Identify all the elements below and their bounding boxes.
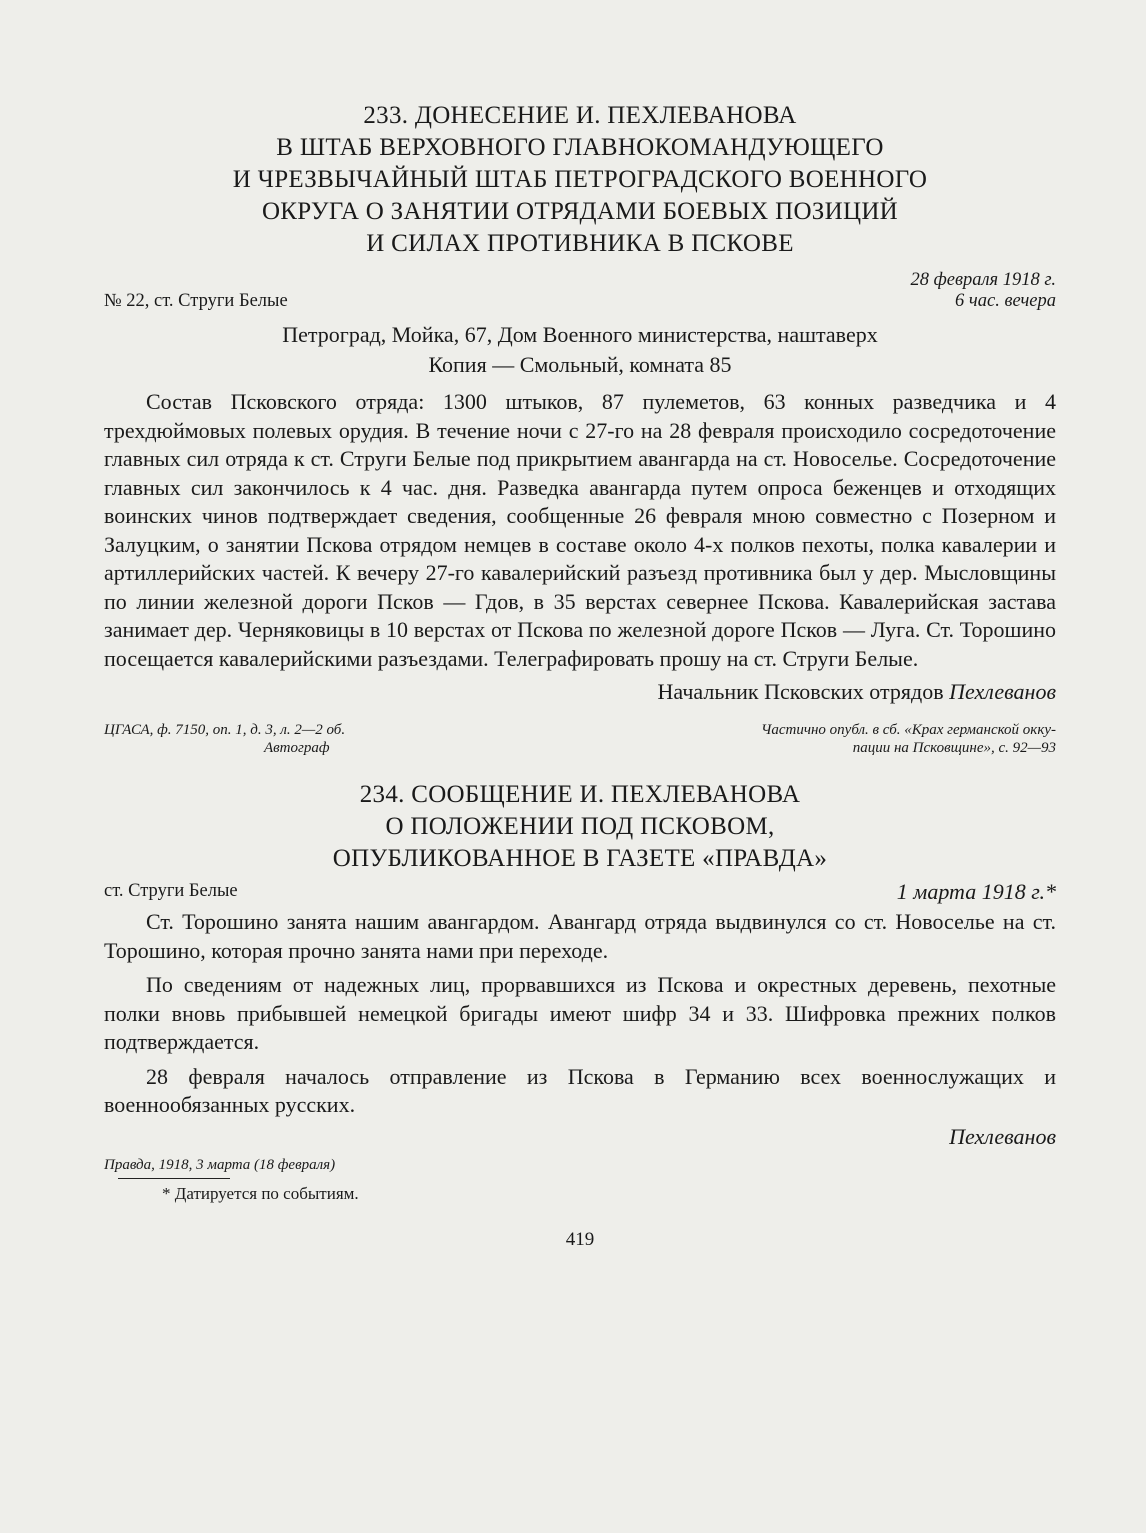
doc-234-place: ст. Струги Белые: [104, 881, 238, 901]
archive-type: Автограф: [264, 740, 330, 756]
title-line: О ПОЛОЖЕНИИ ПОД ПСКОВОМ,: [385, 813, 775, 840]
footnote-divider: [118, 1178, 230, 1179]
doc-233-source: [104, 721, 1056, 757]
doc-234-source: [104, 1156, 1056, 1174]
document-page: [104, 100, 1056, 1251]
footnote: * Датируется по событиям.: [162, 1183, 359, 1203]
signature-name: Пехлеванов: [949, 679, 1056, 704]
archive-reference: [104, 721, 524, 757]
doc-233-address: [104, 320, 1056, 380]
doc-234-date: 1 марта 1918 г.*: [896, 879, 1056, 904]
doc-233-signature: [104, 677, 1056, 707]
doc-233-datetime: [910, 270, 1056, 312]
doc-233-place: № 22, ст. Струги Белые: [104, 291, 288, 311]
doc-233-body: [104, 388, 1056, 673]
title-line: И ЧРЕЗВЫЧАЙНЫЙ ШТАБ ПЕТРОГРАДСКОГО ВОЕННОГО: [232, 166, 928, 193]
publication-reference: Правда, 1918, 3 марта (18 февраля): [104, 1156, 336, 1173]
page-number: 419: [565, 1228, 595, 1250]
address-line: Копия — Смольный, комната 85: [428, 352, 732, 377]
publication-line: Частично опубл. в сб. «Крах германской окку-: [761, 722, 1056, 738]
publication-line: пации на Псковщине», с. 92—93: [852, 740, 1056, 756]
doc-233-meta: [104, 270, 1056, 312]
archive-line: ЦГАСА, ф. 7150, оп. 1, д. 3, л. 2—2 об.: [104, 722, 346, 738]
title-line: ОКРУГА О ЗАНЯТИИ ОТРЯДАМИ БОЕВЫХ ПОЗИЦИЙ: [261, 198, 899, 225]
signature-role: Начальник Псковских отрядов: [657, 679, 944, 704]
address-line: Петроград, Мойка, 67, Дом Военного министерства, наштаверх: [282, 322, 878, 347]
doc-234-signature: [104, 1122, 1056, 1152]
title-line: И СИЛАХ ПРОТИВНИКА В ПСКОВЕ: [366, 230, 794, 257]
signature-name: Пехлеванов: [949, 1123, 1056, 1149]
body-paragraph: Состав Псковского отряда: 1300 штыков, 87 пулеметов, 63 конных разведчика и 4 трехдюймовых полевых орудия. В течение ночи с 27-го на 28 февраля происходило сосредоточение главных сил отряда к ст. Струги Белые под прикрытием авангарда на ст. Новоселье. Сосредоточение главных сил закончилось к 4 час. дня. Разведка авангарда путем опроса беженцев и отходящих воинских чинов подтверждает сведения, сообщенные 26 февраля мною совместно с Позерном и Залуцким, о занятии Пскова отрядом немцев в составе около 4-х полков пехоты, полка кавалерии и артиллерийских частей. К вечеру 27-го кавалерийский разъезд противника был у дер. Мысловщины по линии железной дороги Псков — Гдов, в 35 верстах севернее Пскова. Кавалерийская застава занимает дер. Черняковицы в 10 верстах от Пскова по железной дороге Псков — Луга. Ст. Торошино посещается кавалерийскими разъездами. Телеграфировать прошу на ст. Струги Белые.: [104, 389, 1056, 671]
title-line: В ШТАБ ВЕРХОВНОГО ГЛАВНОКОМАНДУЮЩЕГО: [276, 134, 884, 161]
doc-233-title: [104, 100, 1056, 260]
doc-233-date: 28 февраля 1918 г.: [910, 270, 1056, 290]
doc-234-title: [104, 779, 1056, 875]
doc-233-time: 6 час. вечера: [955, 291, 1056, 311]
publication-reference: [626, 721, 1056, 757]
title-line: ОПУБЛИКОВАННОЕ В ГАЗЕТЕ «ПРАВДА»: [332, 845, 828, 872]
doc-234-body: [104, 908, 1056, 1120]
body-paragraph: 28 февраля началось отправление из Пскова в Германию всех военнослужащих и военнообязанных русских.: [104, 1063, 1056, 1117]
body-paragraph: По сведениям от надежных лиц, прорвавшихся из Пскова и окрестных деревень, пехотные полки вновь прибывшей немецкой бригады имеют шифр 34 и 33. Шифровка прежних полков подтверждается.: [104, 972, 1056, 1054]
body-paragraph: Ст. Торошино занята нашим авангардом. Авангард отряда выдвинулся со ст. Новоселье на ст. Торошино, которая прочно занята нами при переходе.: [104, 909, 1056, 963]
title-line: 234. СООБЩЕНИЕ И. ПЕХЛЕВАНОВА: [359, 781, 801, 808]
doc-234-meta: [104, 881, 1056, 902]
title-line: 233. ДОНЕСЕНИЕ И. ПЕХЛЕВАНОВА: [363, 102, 797, 129]
